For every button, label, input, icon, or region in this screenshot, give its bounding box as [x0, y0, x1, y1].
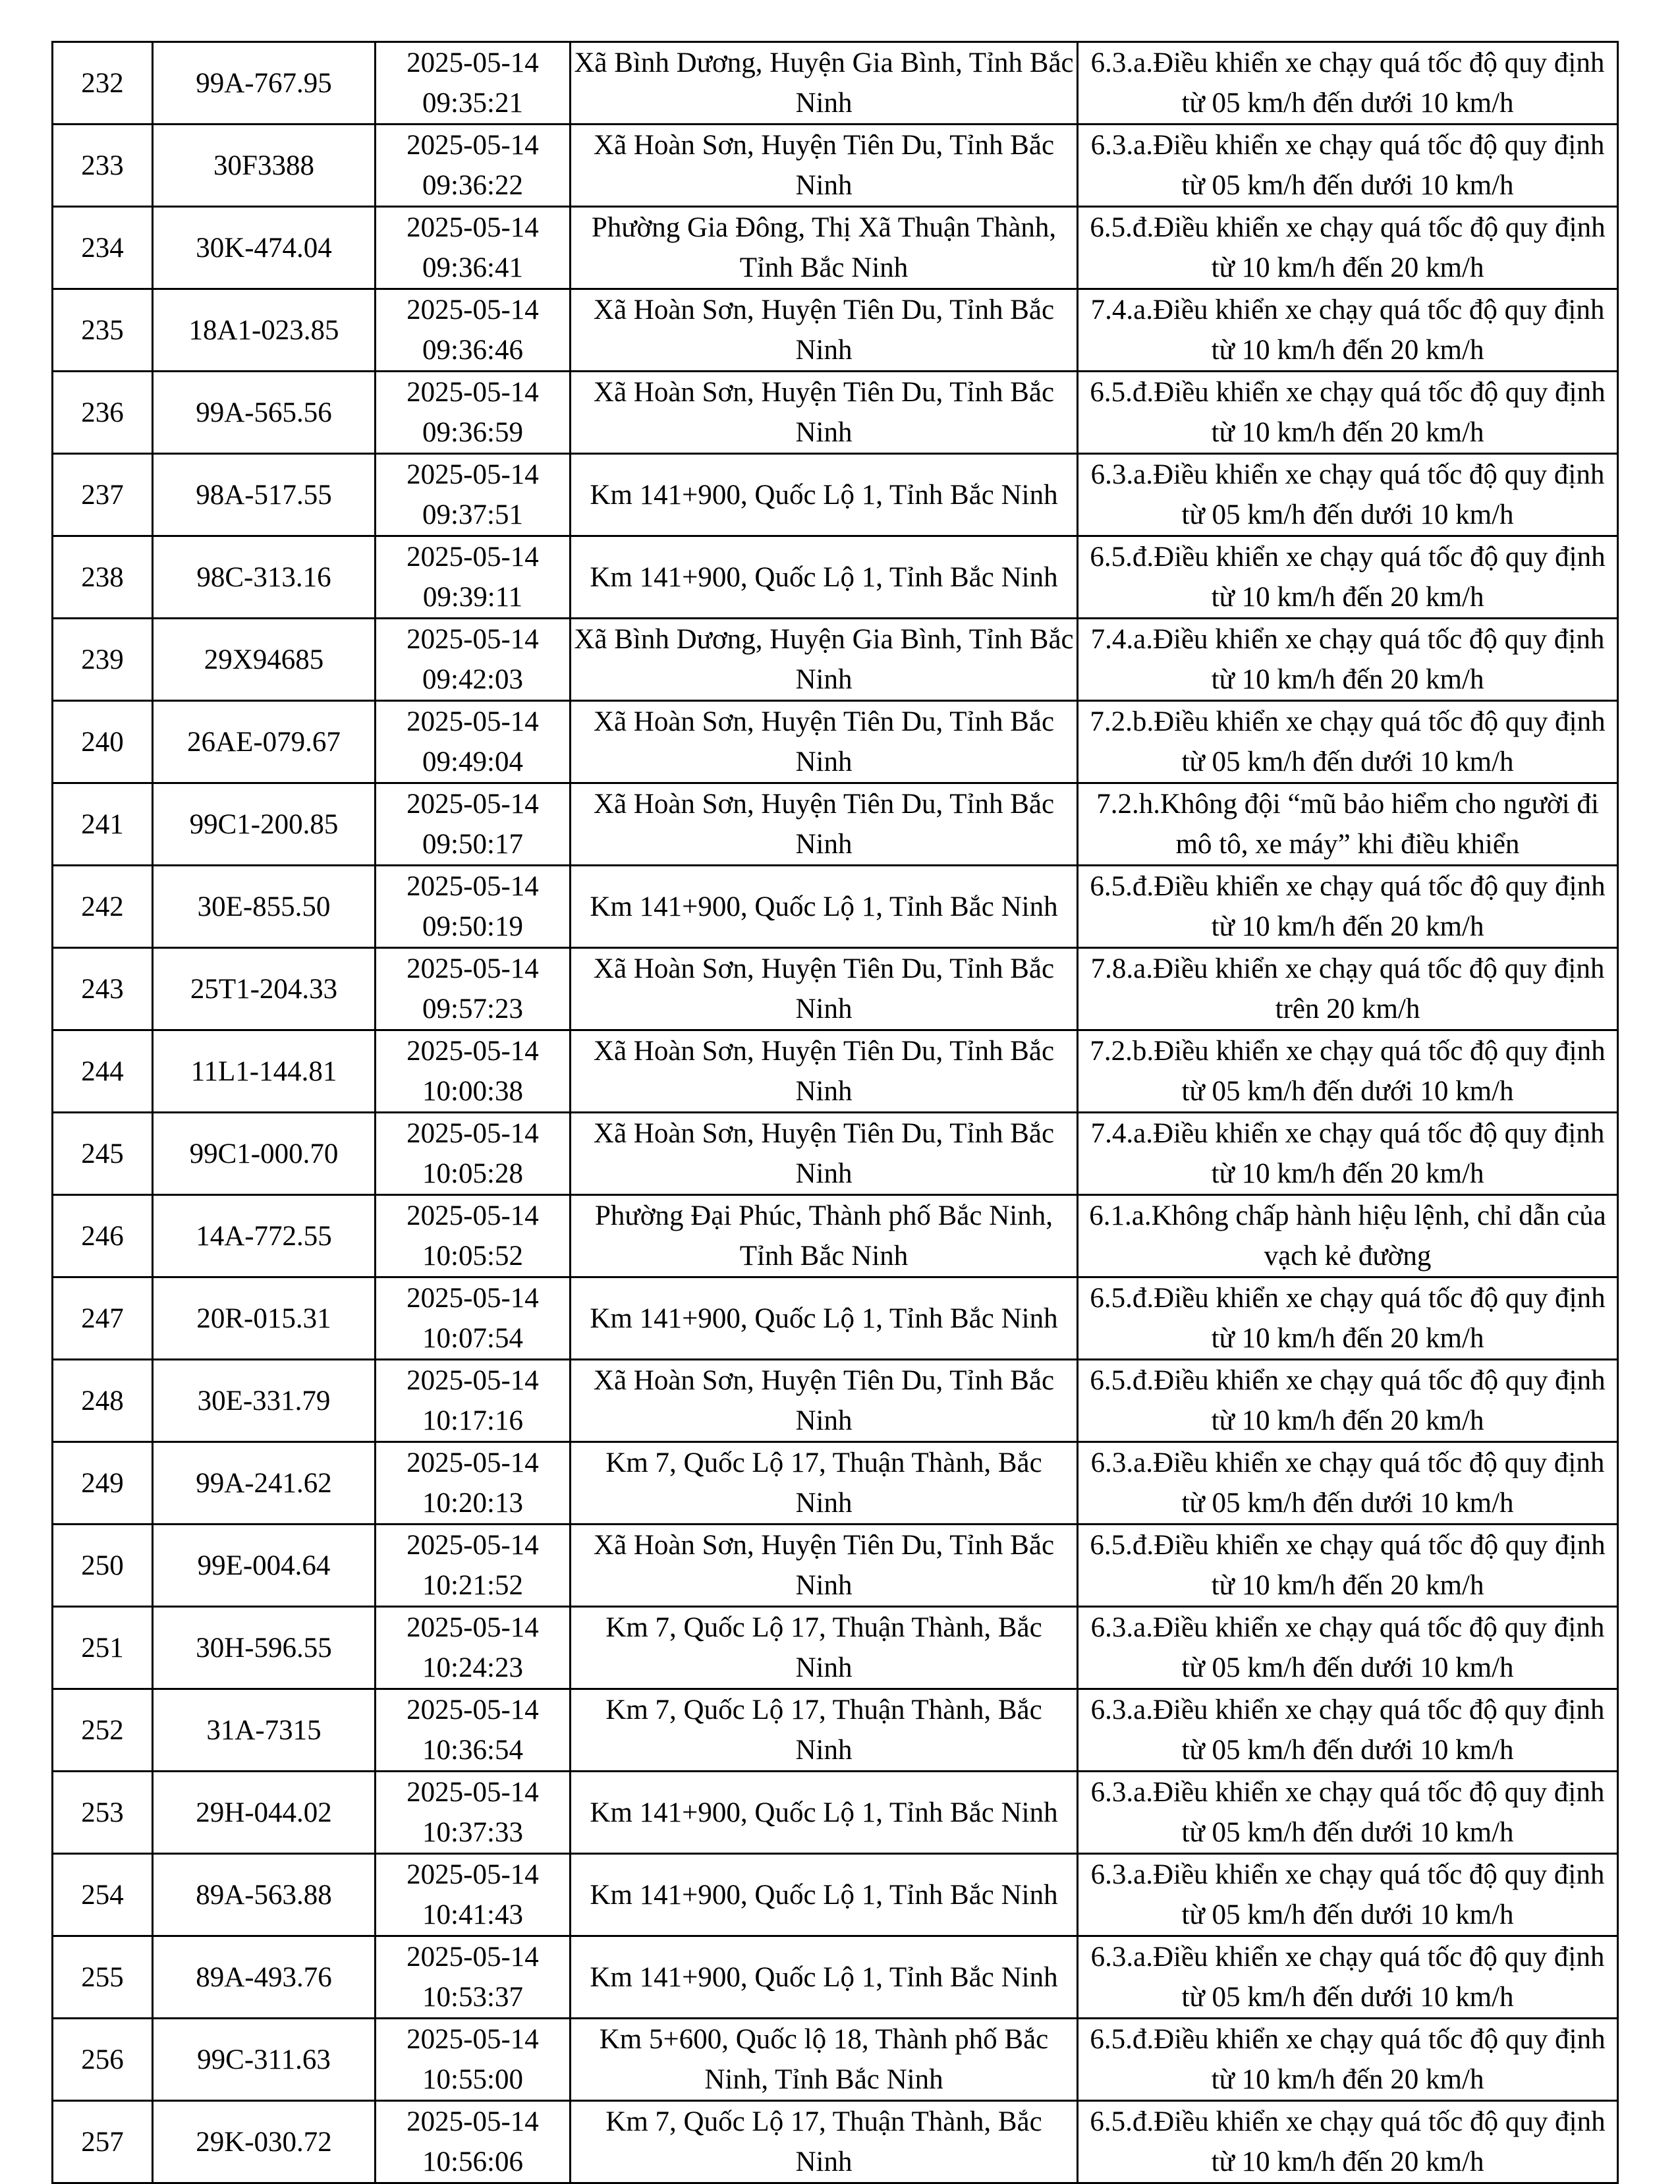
license-plate-cell: 99C-311.63 — [153, 2019, 376, 2101]
location-cell: Km 141+900, Quốc Lộ 1, Tỉnh Bắc Ninh — [571, 1936, 1078, 2019]
license-plate-cell: 99C1-000.70 — [153, 1113, 376, 1195]
violation-cell: 6.5.đ.Điều khiển xe chạy quá tốc độ quy định từ 10 km/h đến 20 km/h — [1078, 1525, 1618, 1607]
violation-cell: 6.3.a.Điều khiển xe chạy quá tốc độ quy định từ 05 km/h đến dưới 10 km/h — [1078, 1772, 1618, 1854]
violation-date: 2025-05-14 — [406, 130, 539, 161]
row-number-cell: 240 — [53, 701, 153, 783]
row-number-cell: 255 — [53, 1936, 153, 2019]
license-plate-cell: 99A-767.95 — [153, 42, 376, 125]
location-cell: Km 5+600, Quốc lộ 18, Thành phố Bắc Ninh, Tỉnh Bắc Ninh — [571, 2019, 1078, 2101]
table-row — [53, 1442, 1618, 1525]
table-row — [53, 454, 1618, 536]
license-plate-cell: 30E-331.79 — [153, 1360, 376, 1442]
license-plate-cell: 99C1-200.85 — [153, 783, 376, 866]
license-plate-cell: 99A-565.56 — [153, 372, 376, 454]
location-cell: Xã Hoàn Sơn, Huyện Tiên Du, Tỉnh Bắc Ninh — [571, 1525, 1078, 1607]
violation-date: 2025-05-14 — [406, 542, 539, 573]
violation-date: 2025-05-14 — [406, 953, 539, 984]
violation-time: 09:36:22 — [422, 170, 523, 201]
violation-time: 10:05:52 — [422, 1241, 523, 1272]
violation-time: 10:20:13 — [422, 1488, 523, 1519]
datetime-cell — [376, 2101, 571, 2183]
violation-time: 10:05:28 — [422, 1158, 523, 1189]
violation-time: 09:36:41 — [422, 252, 523, 283]
table-row — [53, 289, 1618, 372]
row-number-cell: 241 — [53, 783, 153, 866]
location-cell: Km 7, Quốc Lộ 17, Thuận Thành, Bắc Ninh — [571, 1442, 1078, 1525]
violation-cell: 6.5.đ.Điều khiển xe chạy quá tốc độ quy định từ 10 km/h đến 20 km/h — [1078, 2101, 1618, 2183]
row-number-cell: 245 — [53, 1113, 153, 1195]
datetime-cell — [376, 619, 571, 701]
datetime-cell — [376, 948, 571, 1030]
location-cell: Xã Hoàn Sơn, Huyện Tiên Du, Tỉnh Bắc Ninh — [571, 948, 1078, 1030]
datetime-cell — [376, 207, 571, 289]
license-plate-cell: 89A-563.88 — [153, 1854, 376, 1936]
datetime-cell — [376, 701, 571, 783]
license-plate-cell: 20R-015.31 — [153, 1277, 376, 1360]
table-row — [53, 1689, 1618, 1772]
datetime-cell — [376, 1195, 571, 1277]
violation-date: 2025-05-14 — [406, 2024, 539, 2055]
table-row — [53, 1772, 1618, 1854]
violation-time: 09:50:17 — [422, 829, 523, 860]
table-row — [53, 1277, 1618, 1360]
violation-date: 2025-05-14 — [406, 2106, 539, 2137]
table-row — [53, 1936, 1618, 2019]
location-cell: Km 7, Quốc Lộ 17, Thuận Thành, Bắc Ninh — [571, 1689, 1078, 1772]
location-cell: Phường Gia Đông, Thị Xã Thuận Thành, Tỉnh Bắc Ninh — [571, 207, 1078, 289]
table-row — [53, 1195, 1618, 1277]
license-plate-cell: 98C-313.16 — [153, 536, 376, 619]
row-number-cell: 235 — [53, 289, 153, 372]
datetime-cell — [376, 1607, 571, 1689]
violation-date: 2025-05-14 — [406, 1612, 539, 1643]
violation-cell: 6.3.a.Điều khiển xe chạy quá tốc độ quy định từ 05 km/h đến dưới 10 km/h — [1078, 454, 1618, 536]
table-row — [53, 1525, 1618, 1607]
violation-time: 10:07:54 — [422, 1323, 523, 1354]
location-cell: Xã Bình Dương, Huyện Gia Bình, Tỉnh Bắc Ninh — [571, 42, 1078, 125]
license-plate-cell: 11L1-144.81 — [153, 1030, 376, 1113]
table-row — [53, 1030, 1618, 1113]
violation-cell: 6.5.đ.Điều khiển xe chạy quá tốc độ quy định từ 10 km/h đến 20 km/h — [1078, 207, 1618, 289]
row-number-cell: 239 — [53, 619, 153, 701]
license-plate-cell: 25T1-204.33 — [153, 948, 376, 1030]
license-plate-cell: 29H-044.02 — [153, 1772, 376, 1854]
violation-date: 2025-05-14 — [406, 789, 539, 820]
violation-date: 2025-05-14 — [406, 871, 539, 902]
datetime-cell — [376, 2019, 571, 2101]
table-row — [53, 42, 1618, 125]
location-cell: Xã Hoàn Sơn, Huyện Tiên Du, Tỉnh Bắc Ninh — [571, 289, 1078, 372]
violation-time: 10:21:52 — [422, 1570, 523, 1601]
violation-cell: 6.3.a.Điều khiển xe chạy quá tốc độ quy định từ 05 km/h đến dưới 10 km/h — [1078, 125, 1618, 207]
violation-time: 09:57:23 — [422, 994, 523, 1024]
license-plate-cell: 30K-474.04 — [153, 207, 376, 289]
violation-time: 09:50:19 — [422, 911, 523, 942]
violation-time: 10:24:23 — [422, 1652, 523, 1683]
table-row — [53, 1113, 1618, 1195]
location-cell: Km 141+900, Quốc Lộ 1, Tỉnh Bắc Ninh — [571, 1854, 1078, 1936]
datetime-cell — [376, 1113, 571, 1195]
violation-time: 09:36:59 — [422, 417, 523, 448]
violation-time: 10:41:43 — [422, 1899, 523, 1930]
location-cell: Xã Hoàn Sơn, Huyện Tiên Du, Tỉnh Bắc Ninh — [571, 125, 1078, 207]
violation-cell: 7.8.a.Điều khiển xe chạy quá tốc độ quy định trên 20 km/h — [1078, 948, 1618, 1030]
violation-date: 2025-05-14 — [406, 1118, 539, 1149]
row-number-cell: 249 — [53, 1442, 153, 1525]
violation-date: 2025-05-14 — [406, 1530, 539, 1561]
row-number-cell: 250 — [53, 1525, 153, 1607]
location-cell: Km 7, Quốc Lộ 17, Thuận Thành, Bắc Ninh — [571, 1607, 1078, 1689]
table-row — [53, 619, 1618, 701]
table-row — [53, 207, 1618, 289]
table-row — [53, 948, 1618, 1030]
row-number-cell: 254 — [53, 1854, 153, 1936]
row-number-cell: 238 — [53, 536, 153, 619]
violation-date: 2025-05-14 — [406, 459, 539, 490]
violation-time: 10:17:16 — [422, 1405, 523, 1436]
table-row — [53, 1360, 1618, 1442]
location-cell: Xã Hoàn Sơn, Huyện Tiên Du, Tỉnh Bắc Ninh — [571, 1113, 1078, 1195]
row-number-cell: 257 — [53, 2101, 153, 2183]
violations-table — [51, 41, 1619, 2184]
violation-time: 09:36:46 — [422, 335, 523, 366]
location-cell: Xã Hoàn Sơn, Huyện Tiên Du, Tỉnh Bắc Ninh — [571, 783, 1078, 866]
violation-date: 2025-05-14 — [406, 212, 539, 243]
row-number-cell: 253 — [53, 1772, 153, 1854]
violation-cell: 6.5.đ.Điều khiển xe chạy quá tốc độ quy định từ 10 km/h đến 20 km/h — [1078, 536, 1618, 619]
violation-time: 09:42:03 — [422, 664, 523, 695]
row-number-cell: 246 — [53, 1195, 153, 1277]
datetime-cell — [376, 372, 571, 454]
violation-date: 2025-05-14 — [406, 294, 539, 325]
license-plate-cell: 26AE-079.67 — [153, 701, 376, 783]
location-cell: Xã Hoàn Sơn, Huyện Tiên Du, Tỉnh Bắc Ninh — [571, 1030, 1078, 1113]
violation-cell: 7.4.a.Điều khiển xe chạy quá tốc độ quy định từ 10 km/h đến 20 km/h — [1078, 619, 1618, 701]
row-number-cell: 248 — [53, 1360, 153, 1442]
datetime-cell — [376, 1525, 571, 1607]
violation-date: 2025-05-14 — [406, 706, 539, 737]
row-number-cell: 251 — [53, 1607, 153, 1689]
license-plate-cell: 31A-7315 — [153, 1689, 376, 1772]
datetime-cell — [376, 1936, 571, 2019]
datetime-cell — [376, 536, 571, 619]
violation-time: 10:37:33 — [422, 1817, 523, 1848]
violation-date: 2025-05-14 — [406, 1036, 539, 1067]
row-number-cell: 252 — [53, 1689, 153, 1772]
violation-time: 10:36:54 — [422, 1735, 523, 1766]
datetime-cell — [376, 42, 571, 125]
violation-cell: 6.3.a.Điều khiển xe chạy quá tốc độ quy định từ 05 km/h đến dưới 10 km/h — [1078, 1442, 1618, 1525]
table-row — [53, 701, 1618, 783]
violation-cell: 7.2.b.Điều khiển xe chạy quá tốc độ quy định từ 05 km/h đến dưới 10 km/h — [1078, 1030, 1618, 1113]
table-row — [53, 2019, 1618, 2101]
datetime-cell — [376, 454, 571, 536]
violation-cell: 7.2.b.Điều khiển xe chạy quá tốc độ quy định từ 05 km/h đến dưới 10 km/h — [1078, 701, 1618, 783]
table-row — [53, 125, 1618, 207]
violation-cell: 6.3.a.Điều khiển xe chạy quá tốc độ quy định từ 05 km/h đến dưới 10 km/h — [1078, 1689, 1618, 1772]
violation-date: 2025-05-14 — [406, 1859, 539, 1890]
location-cell: Km 141+900, Quốc Lộ 1, Tỉnh Bắc Ninh — [571, 1277, 1078, 1360]
location-cell: Km 141+900, Quốc Lộ 1, Tỉnh Bắc Ninh — [571, 866, 1078, 948]
table-row — [53, 783, 1618, 866]
location-cell: Km 141+900, Quốc Lộ 1, Tỉnh Bắc Ninh — [571, 536, 1078, 619]
row-number-cell: 234 — [53, 207, 153, 289]
violation-cell: 7.2.h.Không đội “mũ bảo hiểm cho người đi mô tô, xe máy” khi điều khiển — [1078, 783, 1618, 866]
violation-cell: 6.5.đ.Điều khiển xe chạy quá tốc độ quy định từ 10 km/h đến 20 km/h — [1078, 866, 1618, 948]
license-plate-cell: 30F3388 — [153, 125, 376, 207]
violation-date: 2025-05-14 — [406, 47, 539, 78]
location-cell: Km 141+900, Quốc Lộ 1, Tỉnh Bắc Ninh — [571, 454, 1078, 536]
datetime-cell — [376, 125, 571, 207]
row-number-cell: 247 — [53, 1277, 153, 1360]
violation-date: 2025-05-14 — [406, 1694, 539, 1725]
violation-time: 09:35:21 — [422, 88, 523, 119]
datetime-cell — [376, 1442, 571, 1525]
violation-date: 2025-05-14 — [406, 1447, 539, 1478]
location-cell: Km 7, Quốc Lộ 17, Thuận Thành, Bắc Ninh — [571, 2101, 1078, 2183]
datetime-cell — [376, 289, 571, 372]
datetime-cell — [376, 1277, 571, 1360]
violation-time: 10:53:37 — [422, 1982, 523, 2013]
location-cell: Phường Đại Phúc, Thành phố Bắc Ninh, Tỉnh Bắc Ninh — [571, 1195, 1078, 1277]
license-plate-cell: 29K-030.72 — [153, 2101, 376, 2183]
violation-time: 09:39:11 — [422, 582, 523, 613]
violation-date: 2025-05-14 — [406, 1777, 539, 1808]
location-cell: Xã Hoàn Sơn, Huyện Tiên Du, Tỉnh Bắc Ninh — [571, 372, 1078, 454]
location-cell: Xã Hoàn Sơn, Huyện Tiên Du, Tỉnh Bắc Ninh — [571, 1360, 1078, 1442]
table-body — [53, 42, 1618, 2183]
location-cell: Km 141+900, Quốc Lộ 1, Tỉnh Bắc Ninh — [571, 1772, 1078, 1854]
location-cell: Xã Hoàn Sơn, Huyện Tiên Du, Tỉnh Bắc Ninh — [571, 701, 1078, 783]
license-plate-cell: 30H-596.55 — [153, 1607, 376, 1689]
violation-cell: 6.5.đ.Điều khiển xe chạy quá tốc độ quy định từ 10 km/h đến 20 km/h — [1078, 1277, 1618, 1360]
violation-cell: 6.3.a.Điều khiển xe chạy quá tốc độ quy định từ 05 km/h đến dưới 10 km/h — [1078, 1854, 1618, 1936]
table-row — [53, 2101, 1618, 2183]
violation-time: 10:56:06 — [422, 2146, 523, 2177]
datetime-cell — [376, 1030, 571, 1113]
violation-cell: 6.1.a.Không chấp hành hiệu lệnh, chỉ dẫn của vạch kẻ đường — [1078, 1195, 1618, 1277]
table-row — [53, 1854, 1618, 1936]
table-row — [53, 536, 1618, 619]
violation-cell: 6.5.đ.Điều khiển xe chạy quá tốc độ quy định từ 10 km/h đến 20 km/h — [1078, 372, 1618, 454]
violation-date: 2025-05-14 — [406, 1200, 539, 1231]
license-plate-cell: 98A-517.55 — [153, 454, 376, 536]
datetime-cell — [376, 1772, 571, 1854]
row-number-cell: 242 — [53, 866, 153, 948]
row-number-cell: 236 — [53, 372, 153, 454]
violation-cell: 6.3.a.Điều khiển xe chạy quá tốc độ quy định từ 05 km/h đến dưới 10 km/h — [1078, 1936, 1618, 2019]
violation-date: 2025-05-14 — [406, 1283, 539, 1314]
table-row — [53, 372, 1618, 454]
location-cell: Xã Bình Dương, Huyện Gia Bình, Tỉnh Bắc Ninh — [571, 619, 1078, 701]
violation-cell: 6.5.đ.Điều khiển xe chạy quá tốc độ quy định từ 10 km/h đến 20 km/h — [1078, 2019, 1618, 2101]
violation-cell: 6.3.a.Điều khiển xe chạy quá tốc độ quy định từ 05 km/h đến dưới 10 km/h — [1078, 1607, 1618, 1689]
datetime-cell — [376, 866, 571, 948]
violation-date: 2025-05-14 — [406, 624, 539, 655]
datetime-cell — [376, 1854, 571, 1936]
license-plate-cell: 29X94685 — [153, 619, 376, 701]
row-number-cell: 233 — [53, 125, 153, 207]
license-plate-cell: 89A-493.76 — [153, 1936, 376, 2019]
row-number-cell: 244 — [53, 1030, 153, 1113]
table-row — [53, 1607, 1618, 1689]
datetime-cell — [376, 1360, 571, 1442]
violation-cell: 6.3.a.Điều khiển xe chạy quá tốc độ quy định từ 05 km/h đến dưới 10 km/h — [1078, 42, 1618, 125]
license-plate-cell: 18A1-023.85 — [153, 289, 376, 372]
row-number-cell: 243 — [53, 948, 153, 1030]
row-number-cell: 256 — [53, 2019, 153, 2101]
violation-time: 10:55:00 — [422, 2064, 523, 2095]
violation-time: 09:37:51 — [422, 499, 523, 530]
violation-cell: 7.4.a.Điều khiển xe chạy quá tốc độ quy định từ 10 km/h đến 20 km/h — [1078, 289, 1618, 372]
violation-time: 10:00:38 — [422, 1076, 523, 1107]
violation-date: 2025-05-14 — [406, 1365, 539, 1396]
table-row — [53, 866, 1618, 948]
datetime-cell — [376, 783, 571, 866]
license-plate-cell: 99E-004.64 — [153, 1525, 376, 1607]
violation-cell: 6.5.đ.Điều khiển xe chạy quá tốc độ quy định từ 10 km/h đến 20 km/h — [1078, 1360, 1618, 1442]
violation-date: 2025-05-14 — [406, 1942, 539, 1973]
license-plate-cell: 14A-772.55 — [153, 1195, 376, 1277]
license-plate-cell: 30E-855.50 — [153, 866, 376, 948]
license-plate-cell: 99A-241.62 — [153, 1442, 376, 1525]
violation-time: 09:49:04 — [422, 746, 523, 777]
row-number-cell: 232 — [53, 42, 153, 125]
datetime-cell — [376, 1689, 571, 1772]
row-number-cell: 237 — [53, 454, 153, 536]
violation-cell: 7.4.a.Điều khiển xe chạy quá tốc độ quy định từ 10 km/h đến 20 km/h — [1078, 1113, 1618, 1195]
violation-date: 2025-05-14 — [406, 377, 539, 408]
